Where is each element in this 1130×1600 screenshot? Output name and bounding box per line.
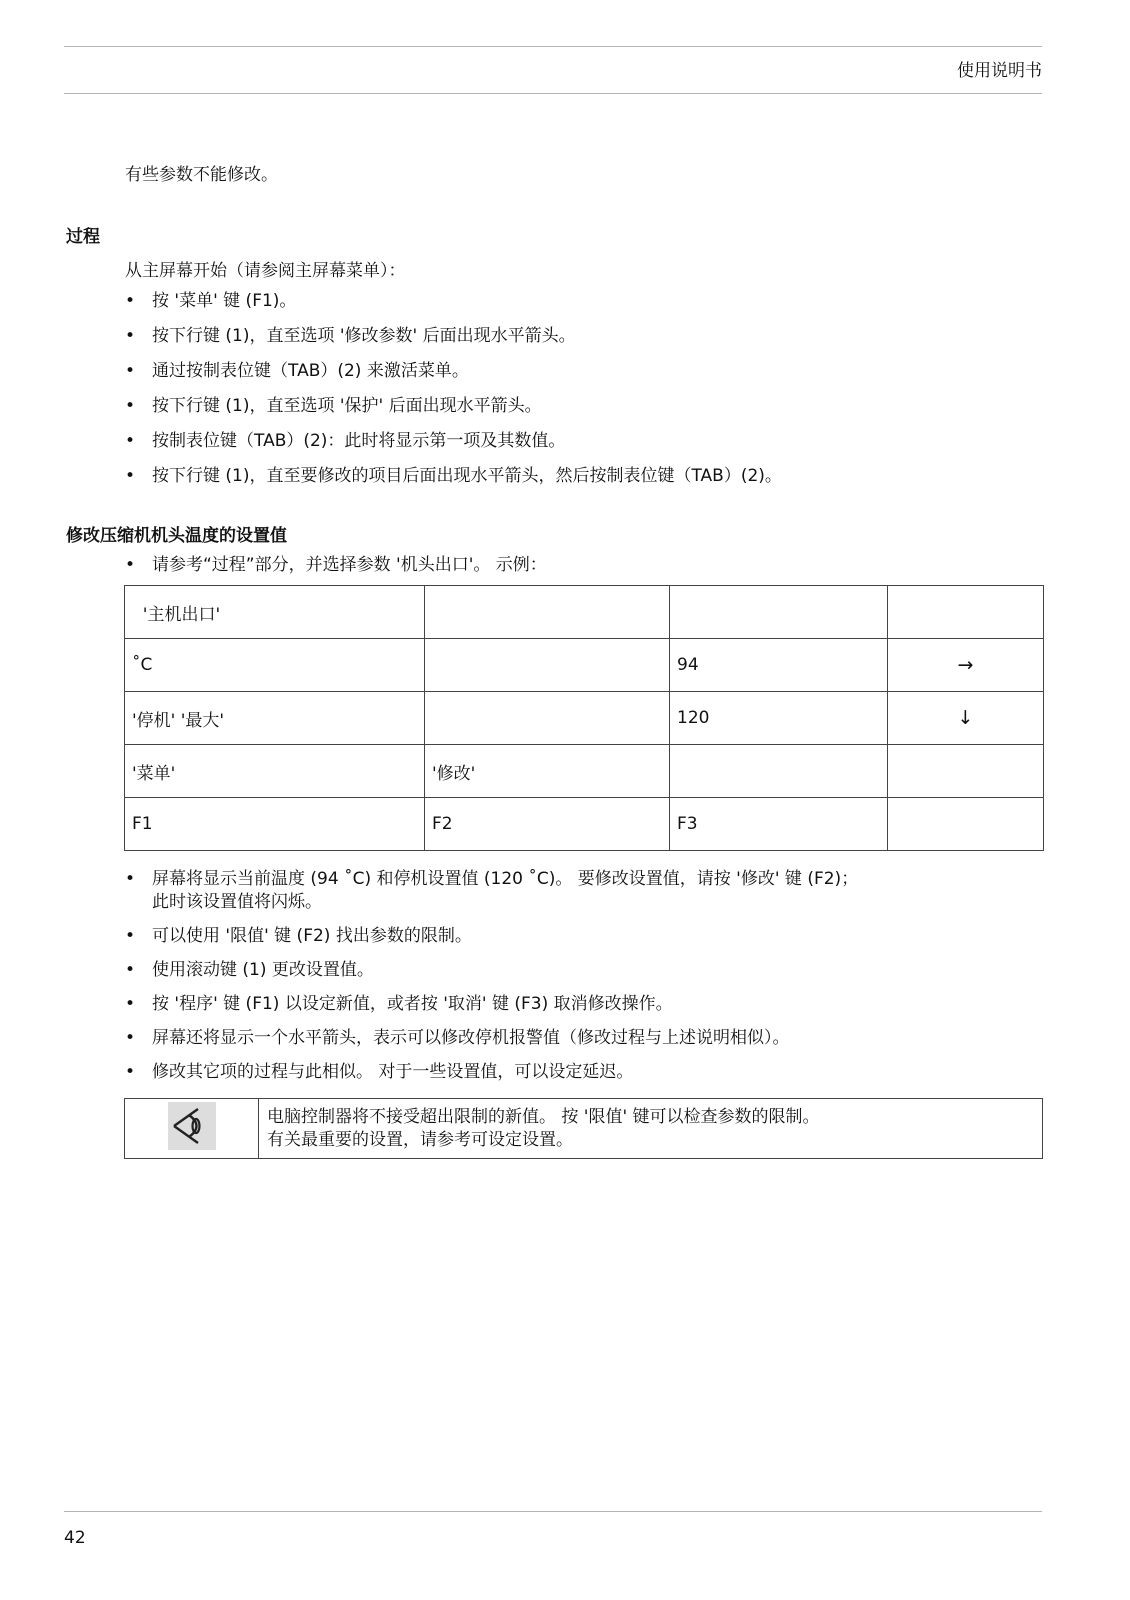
section-heading: 修改压缩机机头温度的设置值 [66, 526, 287, 546]
arrow-right-icon: → [888, 639, 1044, 692]
list-item: • 通过按制表位键（TAB）(2) 来激活菜单。 [125, 360, 1005, 383]
table-cell: F1 [125, 798, 425, 851]
list-item: • 屏幕将显示当前温度 (94 ˚C) 和停机设置值 (120 ˚C)。 要修改设置值，请按 '修改' 键 (F2)；此时该设置值将闪烁。 [125, 868, 860, 914]
header-rule-bottom [64, 93, 1042, 94]
display-example-table [124, 585, 1044, 851]
note-icon-cell [125, 1099, 259, 1159]
table-cell [670, 586, 888, 639]
note-text-cell [259, 1099, 1043, 1159]
note-line: 有关最重要的设置，请参考可设定设置。 [267, 1129, 573, 1150]
table-cell: ˚C [125, 639, 425, 692]
table-cell: F3 [670, 798, 888, 851]
table-cell [425, 639, 670, 692]
table-cell: 94 [670, 639, 888, 692]
table-cell: F2 [425, 798, 670, 851]
table-row [125, 1099, 1043, 1159]
table-cell [888, 586, 1044, 639]
list-item: • 请参考“过程”部分，并选择参数 '机头出口'。 示例： [125, 554, 1005, 577]
table-row [125, 692, 1044, 745]
note-line: 电脑控制器将不接受超出限制的新值。 按 '限值' 键可以检查参数的限制。 [267, 1106, 820, 1127]
section-intro-list [125, 554, 1005, 577]
list-item: • 按 '程序' 键 (F1) 以设定新值，或者按 '取消' 键 (F3) 取消修改操作。 [125, 993, 860, 1016]
section-bullets [125, 868, 860, 1084]
list-item: • 按下行键 (1)，直至选项 '修改参数' 后面出现水平箭头。 [125, 325, 1005, 348]
list-item: • 按 '菜单' 键 (F1)。 [125, 290, 1005, 313]
list-item: • 屏幕还将显示一个水平箭头，表示可以修改停机报警值（修改过程与上述说明相似）。 [125, 1027, 860, 1050]
document-title: 使用说明书 [957, 61, 1042, 81]
list-item: • 使用滚动键 (1) 更改设置值。 [125, 959, 860, 982]
table-cell: '修改' [425, 745, 670, 798]
table-row [125, 586, 1044, 639]
footer-rule [64, 1511, 1042, 1512]
table-cell: '停机' '最大' [125, 692, 425, 745]
page-number: 42 [64, 1528, 86, 1548]
list-item: • 按下行键 (1)，直至要修改的项目后面出现水平箭头，然后按制表位键（TAB）(2)。 [125, 465, 1005, 488]
table-cell [670, 745, 888, 798]
table-cell: 120 [670, 692, 888, 745]
table-row [125, 798, 1044, 851]
procedure-steps [125, 290, 1005, 488]
table-cell [888, 798, 1044, 851]
list-item: • 修改其它项的过程与此相似。 对于一些设置值，可以设定延迟。 [125, 1061, 860, 1084]
table-cell [888, 745, 1044, 798]
table-cell: '主机出口' [125, 586, 425, 639]
arrow-down-icon: ↓ [888, 692, 1044, 745]
list-item: • 按制表位键（TAB）(2)：此时将显示第一项及其数值。 [125, 430, 1005, 453]
table-row [125, 745, 1044, 798]
table-cell [425, 586, 670, 639]
procedure-lead: 从主屏幕开始（请参阅主屏幕菜单）： [125, 261, 406, 281]
table-cell: '菜单' [125, 745, 425, 798]
eye-icon [168, 1102, 216, 1150]
procedure-heading: 过程 [66, 227, 100, 247]
list-item: • 按下行键 (1)，直至选项 '保护' 后面出现水平箭头。 [125, 395, 1005, 418]
list-item: • 可以使用 '限值' 键 (F2) 找出参数的限制。 [125, 925, 860, 948]
intro-text: 有些参数不能修改。 [125, 165, 278, 185]
table-cell [425, 692, 670, 745]
table-row [125, 639, 1044, 692]
header-rule-top [64, 46, 1042, 47]
note-box [124, 1098, 1043, 1159]
